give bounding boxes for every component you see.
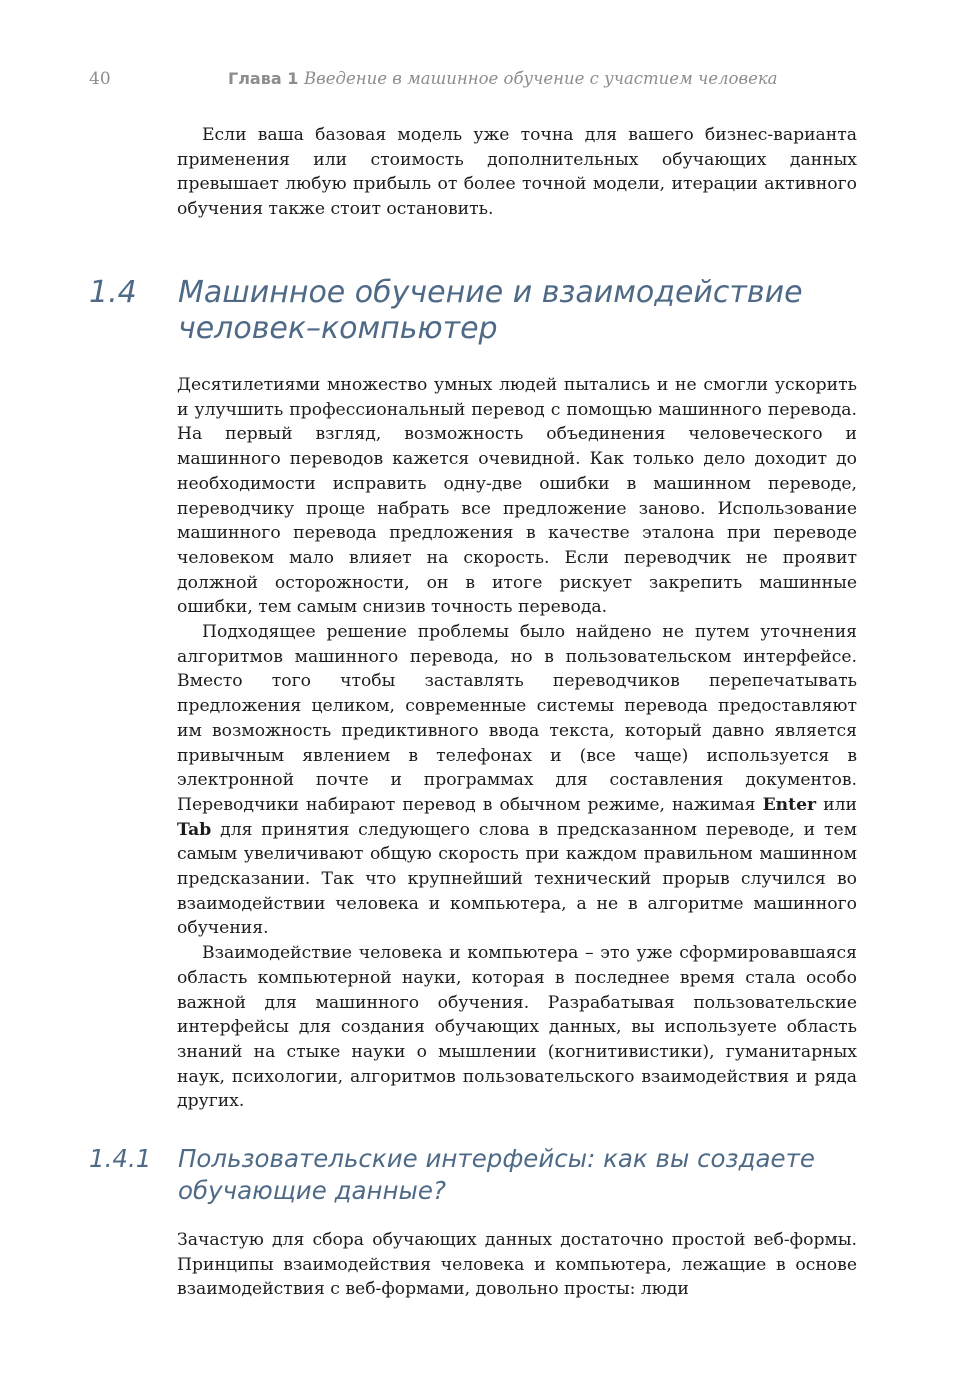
body-paragraph: Взаимодействие человека и компьютера – это уже сформировавшаяся область компьютерной науки, которая в последнее время стала особо важной для машинного обучения. Разрабатывая пользовательские интерфейсы для создания обучающих данных, вы используете область знаний на стыке науки о мышлении (когнитивистики), гуманитарных наук, психологии, алгоритмов пользовательского взаимодействия и ряда других. bbox=[177, 943, 857, 1112]
running-header bbox=[89, 69, 779, 93]
page-number: 40 bbox=[89, 69, 111, 89]
key-tab: Tab bbox=[177, 819, 212, 840]
body-paragraph: Подходящее решение проблемы было найдено не путем уточнения алгоритмов машинного перевода, но в пользовательском интерфейсе. Вместо того чтобы заставлять переводчиков перепечатывать предложения целиком, современные системы перевода предоставляют им возможность предиктивного ввода текста, который давно является привычным явлением в телефонах и (все чаще) используется в электронной почте и программах для составления документов. Переводчики набирают перевод в обычном режиме, нажимая Enter или Tab для принятия следующего слова в предсказанном переводе, и тем самым увеличивают общую скорость при каждом правильном машинном предсказании. Так что крупнейший технический прорыв случился во взаимодействии человека и компьютера, а не в алгоритме машинного обучения. bbox=[177, 622, 857, 939]
intro-text bbox=[177, 123, 857, 222]
subsection-title: Пользовательские интерфейсы: как вы создаете обучающие данные? bbox=[178, 1144, 815, 1205]
section-title: Машинное обучение и взаимодействие человек–компьютер bbox=[178, 275, 803, 346]
section-1-4-body bbox=[177, 373, 857, 1114]
chapter-label: Глава 1 bbox=[228, 69, 299, 88]
intro-paragraph: Если ваша базовая модель уже точна для вашего бизнес-варианта применения или стоимость дополнительных обучающих данных превышает любую прибыль от более точной модели, итерации активного обучения также стоит остановить. bbox=[177, 125, 857, 220]
body-paragraph: Десятилетиями множество умных людей пытались и не смогли ускорить и улучшить профессиональный перевод с помощью машинного перевода. На первый взгляд, возможность объединения человеческого и машинного переводов кажется очевидной. Как только дело доходит до необходимости исправить одну-две ошибки в машинном переводе, переводчику проще набрать все предложение заново. Использование машинного перевода предложения в качестве эталона при переводе человеком мало влияет на скорость. Если переводчик не проявит должной осторожности, он в итоге рискует закрепить машинные ошибки, тем самым снизив точность перевода. bbox=[177, 375, 857, 618]
key-enter: Enter bbox=[762, 794, 817, 815]
body-paragraph: Зачастую для сбора обучающих данных достаточно простой веб-формы. Принципы взаимодействия человека и компьютера, лежащие в основе взаимодействия с веб-формами, довольно просты: люди bbox=[177, 1230, 857, 1300]
subsection-number: 1.4.1 bbox=[89, 1144, 152, 1173]
section-number: 1.4 bbox=[89, 275, 137, 310]
section-1-4-1-body bbox=[177, 1228, 857, 1302]
chapter-title: Введение в машинное обучение с участием человека bbox=[304, 69, 778, 88]
